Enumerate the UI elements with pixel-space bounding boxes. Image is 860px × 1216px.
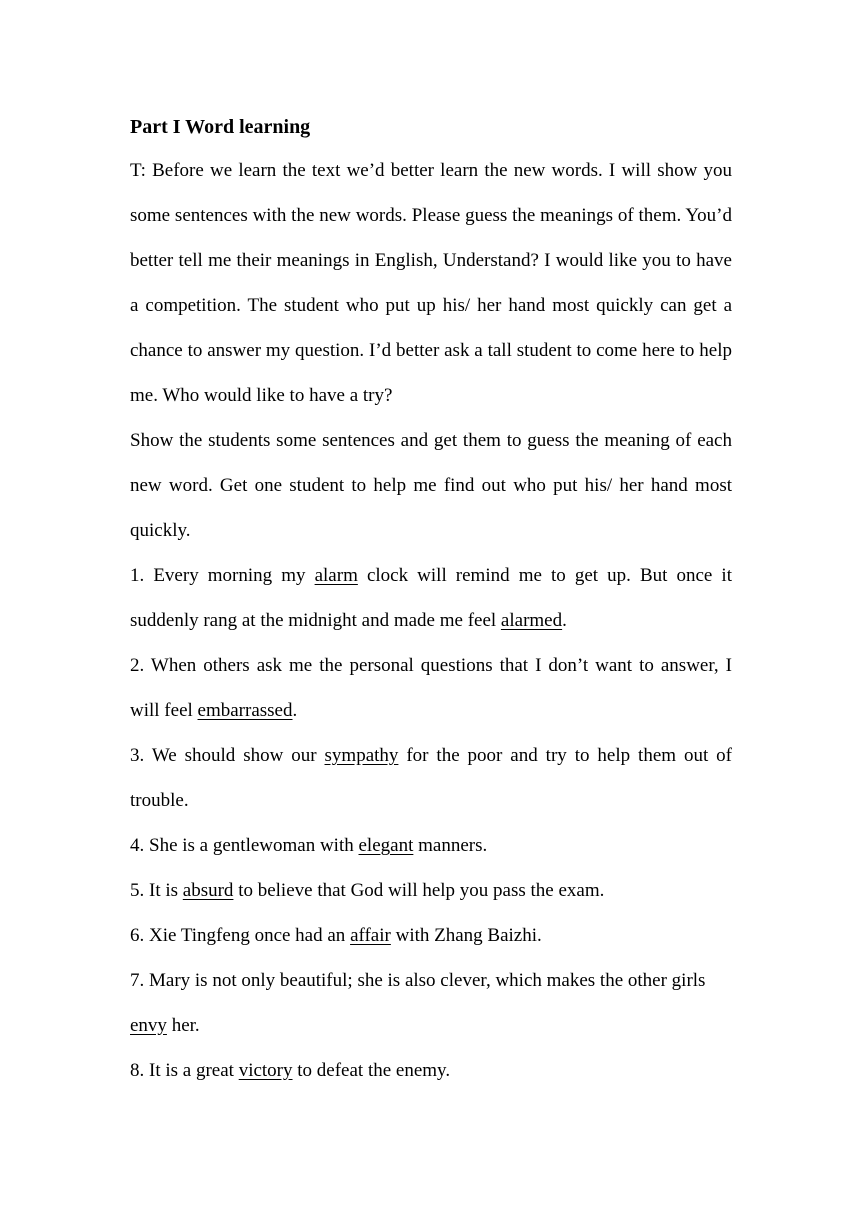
sentence-text: 2. When others ask me the personal questions that I don’t want to answer, I will feel [130,655,732,721]
sentence-8 [130,1048,732,1093]
vocab-word-victory: victory [238,1060,293,1081]
sentence-3 [130,733,732,823]
document-body [130,112,732,1093]
sentence-text: to defeat the enemy. [292,1060,451,1081]
sentence-text: 1. Every morning my [130,565,315,586]
sentence-text: clock will remind me to get up. But once it suddenly rang at the midnight and made me feel [130,565,732,631]
vocab-word-elegant: elegant [358,835,414,856]
teacher-paragraph: T: Before we learn the text we’d better learn the new words. I will show you some sentences with the new words. Please guess the meanings of them. You’d better tell me their meanings in English, Understand? I would like you to have a competition. The student who put up his/ her hand most quickly can get a chance to answer my question. I’d better ask a tall student to come here to help me. Who would like to have a try? [130,160,732,406]
sentence-text: 4. She is a gentlewoman with [130,835,359,856]
sentence-text: 7. Mary is not only beautiful; she is also clever, which makes the other girls [130,970,706,991]
vocab-word-embarrassed: embarrassed [197,700,293,721]
sentence-5 [130,868,732,913]
sentence-text: . [562,610,567,631]
sentence-text: with Zhang Baizhi. [390,925,542,946]
vocab-word-affair: affair [350,925,391,946]
vocab-word-alarm: alarm [314,565,358,586]
sentence-7 [130,958,732,1048]
sentence-text: to believe that God will help you pass the exam. [233,880,605,901]
vocab-word-sympathy: sympathy [324,745,399,766]
sentence-text: 8. It is a great [130,1060,239,1081]
sentence-text: 6. Xie Tingfeng once had an [130,925,351,946]
vocab-word-absurd: absurd [182,880,234,901]
sentence-text: for the poor and try to help them out of trouble. [130,745,732,811]
vocab-word-alarmed: alarmed [500,610,563,631]
instruction-paragraph: Show the students some sentences and get them to guess the meaning of each new word. Get one student to help me find out who put his/ her hand most quickly. [130,430,732,541]
sentence-text: manners. [413,835,488,856]
sentence-text: her. [166,1015,200,1036]
sentence-4 [130,823,732,868]
sentence-2 [130,643,732,733]
vocab-word-envy: envy [130,1015,167,1036]
sentence-text: 3. We should show our [130,745,325,766]
sentence-text: 5. It is [130,880,183,901]
section-heading: Part I Word learning [130,116,311,138]
sentence-1 [130,553,732,643]
sentence-text: . [292,700,298,721]
sentence-6 [130,913,732,958]
